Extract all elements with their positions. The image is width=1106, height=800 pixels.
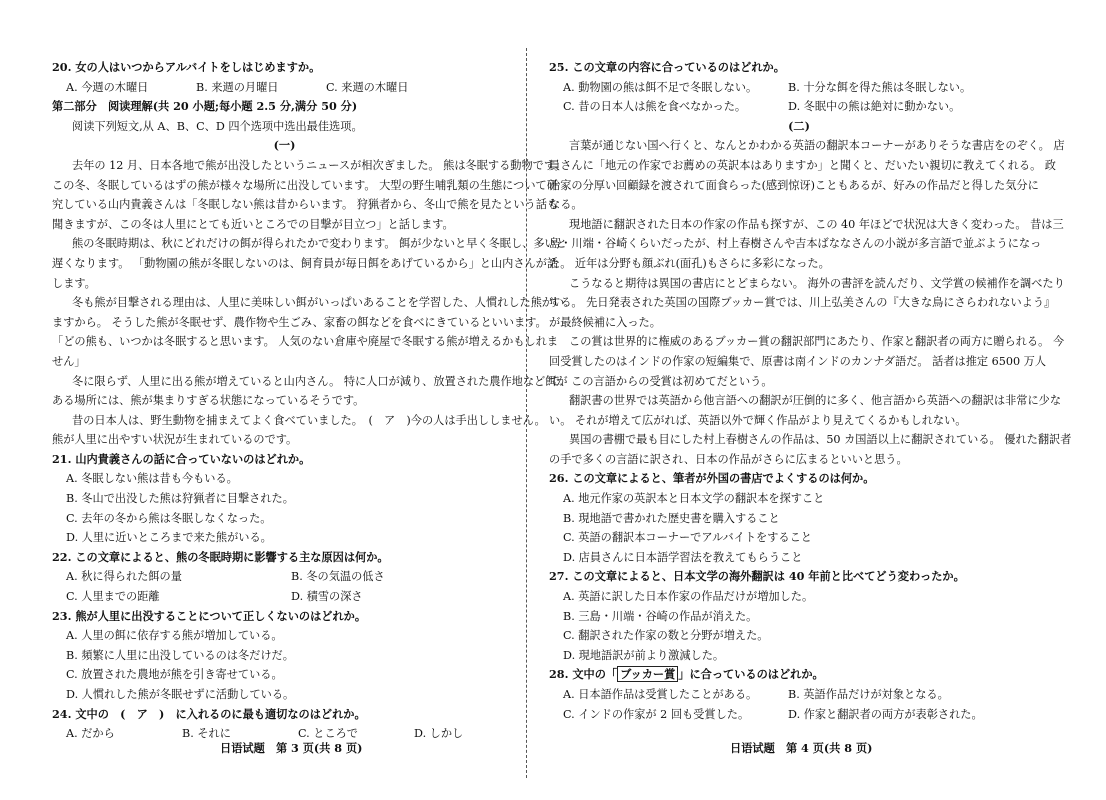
passage-line: 「どの熊も、いつかは冬眠すると思います。 人気のない倉庫や廃屋で冬眠する熊が増えるかもしれま bbox=[52, 335, 559, 349]
option-b: B. 英語作品だけが対象となる。 bbox=[788, 688, 949, 701]
passage-line: こうなると期待は異国の書店にとどまらない。 海外の書評を読んだり、文学賞の候補作を調べたり bbox=[569, 276, 1065, 290]
option-b: B. 三島・川端・谷崎の作品が消えた。 bbox=[563, 609, 758, 623]
passage-line: 去年の 12 月、日本各地で熊が出没したというニュースが相次ぎました。 熊は冬眠する動物です。 bbox=[72, 158, 566, 172]
option-c: C. 来週の木曜日 bbox=[326, 80, 409, 94]
passage-line: い。 それが増えて広がれば、英語以外で輝く作品がより見えてくるかもしれない。 bbox=[549, 413, 967, 427]
passage-line: 遅くなります。 「動物園の熊が冬眠しないのは、飼育員が毎日餌をあげているから」と山内さんが話 bbox=[52, 256, 559, 270]
passage-line: 熊が人里に出やすい状況が生まれているのです。 bbox=[52, 433, 298, 447]
passage-line: せん」 bbox=[52, 354, 86, 368]
question-21-stem: 21. 山内貴義さんの話に合っていないのはどれか。 bbox=[52, 451, 311, 466]
option-b: B. 来週の月曜日 bbox=[196, 80, 279, 94]
question-27-stem: 27. この文章によると、日本文学の海外翻訳は 40 年前と比べてどう変わったか。 bbox=[549, 569, 965, 584]
passage-line: 治家の分厚い回顧録を渡されて面食らった(感到惊讶)こともあるが、好みの作品だと得した気分に bbox=[549, 178, 1039, 192]
option-d: D. 冬眠中の熊は絶対に動かない。 bbox=[788, 100, 961, 114]
option-b: B. 頻繁に人里に出没しているのは冬だけだ。 bbox=[66, 648, 294, 662]
question-25-stem: 25. この文章の内容に合っているのはどれか。 bbox=[549, 60, 785, 74]
question-22-options-row1 bbox=[52, 567, 517, 587]
option-c: C. ところで bbox=[298, 727, 358, 741]
option-c: C. 翻訳された作家の数と分野が増えた。 bbox=[563, 629, 769, 643]
option-c: C. インドの作家が 2 回も受賞した。 bbox=[563, 707, 750, 721]
instructions: 阅读下列短文,从 A、B、C、D 四个选项中选出最佳选项。 bbox=[72, 119, 363, 133]
stem-suffix: 」に合っているのはどれか。 bbox=[678, 667, 824, 682]
passage-2-title: (二) bbox=[788, 118, 810, 133]
option-c: C. 英語の翻訳本コーナーでアルバイトをすること bbox=[563, 531, 812, 545]
question-28-options-row1 bbox=[549, 685, 1049, 705]
question-25-options-row1 bbox=[549, 78, 1049, 98]
stem-prefix: 28. 文中の「 bbox=[549, 667, 618, 682]
passage-line: 員さんに「地元の作家でお薦めの英訳本はありますか」と聞くと、だいたい親切に教えてくれる。 政 bbox=[549, 158, 1056, 172]
passage-line: の手で多くの言語に訳され、日本の作品がさらに広まるといいと思う。 bbox=[549, 452, 908, 466]
passage-line: 冬も熊が目撃される理由は、人里に美味しい餌がいっぱいあることを学習した、人慣れした熊がい bbox=[72, 296, 565, 310]
option-a: A. 日本語作品は受賞したことがある。 bbox=[563, 688, 758, 701]
section-heading: 第二部分 阅读理解(共 20 小题;每小题 2.5 分,满分 50 分) bbox=[52, 99, 358, 114]
passage-line: で、この言語からの受賞は初めてだという。 bbox=[549, 374, 773, 388]
passage-line: 異国の書棚で最も目にした村上春樹さんの作品は、50 カ国語以上に翻訳されている。 優れた翻訳者 bbox=[569, 433, 1072, 447]
option-a: A. 今週の木曜日 bbox=[66, 80, 149, 94]
passage-line: 冬に限らず、人里に出る熊が増えていると山内さん。 特に人口が減り、放置された農作地など餌が bbox=[72, 374, 568, 388]
option-d: D. しかし bbox=[414, 727, 464, 741]
page-footer-right: 日语试题 第 4 页(共 8 页) bbox=[730, 741, 873, 755]
passage-line: 回受賞したのはインドの作家の短編集で、原書は南インドのカンナダ語だ。 話者は推定 6500 万人 bbox=[549, 354, 1047, 368]
option-a: A. 英語に訳した日本作家の作品だけが増加した。 bbox=[563, 590, 814, 604]
page-footer-left: 日语试题 第 3 页(共 8 页) bbox=[220, 741, 363, 755]
question-20-options bbox=[52, 78, 517, 98]
passage-line: 熊の冬眠時期は、秋にどれだけの餌が得られたかで変わります。 餌が少ないと早く冬眠し、多いと bbox=[72, 237, 567, 251]
option-a: A. 動物園の熊は餌不足で冬眠しない。 bbox=[563, 80, 758, 94]
option-c: C. 昔の日本人は熊を食べなかった。 bbox=[563, 100, 747, 114]
question-20-stem: 20. 女の人はいつからアルバイトをしはじめますか。 bbox=[52, 60, 321, 74]
passage-2 bbox=[549, 136, 1072, 469]
question-22-stem: 22. この文章によると、熊の冬眠時期に影響する主な原因は何か。 bbox=[52, 549, 389, 564]
passage-line: 島・川端・谷崎くらいだったが、村上春樹さんや吉本ばななさんの小説が多言語で並ぶようになっ bbox=[549, 237, 1042, 251]
passage-line: この冬、冬眠しているはずの熊が様々な場所に出没しています。 大型の野生哺乳類の生態について研 bbox=[52, 178, 558, 192]
passage-1-title: (一) bbox=[273, 138, 296, 153]
option-a: A. 秋に得られた餌の量 bbox=[66, 570, 182, 584]
question-28-options-row2 bbox=[549, 705, 1049, 725]
question-25-options-row2 bbox=[549, 97, 1049, 117]
question-23-stem: 23. 熊が人里に出没することについて正しくないのはどれか。 bbox=[52, 608, 367, 623]
passage-line: 言葉が通じない国へ行くと、なんとかわかる英語の翻訳本コーナーがありそうな書店をのぞく。 店 bbox=[569, 139, 1065, 153]
passage-line: ある場所には、熊が集まりすぎる状態になっているそうです。 bbox=[52, 394, 365, 408]
option-a: A. 人里の餌に依存する熊が増加している。 bbox=[66, 629, 283, 643]
right-page bbox=[549, 58, 1072, 724]
passage-line: 昔の日本人は、野生動物を捕まえてよく食べていました。 ( ア )今の人は手出ししません。 bbox=[72, 413, 546, 427]
option-c: C. 去年の冬から熊は冬眠しなくなった。 bbox=[66, 511, 272, 525]
option-d: D. 現地語訳が前より激減した。 bbox=[563, 648, 725, 662]
question-28-stem bbox=[549, 665, 1049, 685]
question-22-options-row2 bbox=[52, 587, 517, 607]
passage-line: する。 先日発表された英国の国際ブッカー賞では、川上弘美さんの『大きな鳥にさらわれないよう』 bbox=[549, 296, 1056, 310]
option-a: A. だから bbox=[66, 727, 115, 741]
option-b: B. 冬の気温の低さ bbox=[291, 570, 385, 584]
passage-line: 聞きますが、この冬は人里にとても近いところでの目撃が目立つ」と話します。 bbox=[52, 217, 454, 231]
passage-line: します。 bbox=[52, 276, 96, 290]
option-d: D. 店員さんに日本語学習法を教えてもらうこと bbox=[563, 550, 803, 564]
option-b: B. それに bbox=[182, 727, 231, 741]
passage-line: ますから。 そうした熊が冬眠せず、農作物や生ごみ、家畜の餌などを食べにきているといいます。 bbox=[52, 315, 547, 329]
option-d: D. 作家と翻訳者の両方が表彰された。 bbox=[788, 707, 983, 721]
option-c: C. 放置された農地が熊を引き寄せている。 bbox=[66, 668, 283, 682]
boxed-term: ブッカー賞 bbox=[617, 666, 678, 682]
passage-line: なる。 bbox=[549, 198, 583, 212]
option-d: D. 積雪の深さ bbox=[291, 590, 363, 604]
option-d: D. 人里に近いところまで来た熊がいる。 bbox=[66, 531, 272, 545]
option-d: D. 人慣れした熊が冬眠せずに活動している。 bbox=[66, 688, 295, 701]
option-b: B. 冬山で出没した熊は狩猟者に目撃された。 bbox=[66, 492, 294, 506]
passage-line: 究している山内貴義さんは「冬眠しない熊は昔からいます。 狩猟者から、冬山で熊を見たという話も bbox=[52, 198, 559, 212]
passage-line: 翻訳書の世界では英語から他言語への翻訳が圧倒的に多く、他言語から英語への翻訳は非常に少な bbox=[569, 394, 1062, 408]
passage-line: が最終候補に入った。 bbox=[549, 315, 661, 329]
passage-line: た。 近年は分野も顔ぶれ(面孔)もさらに多彩になった。 bbox=[549, 256, 830, 270]
option-a: A. 地元作家の英訳本と日本文学の翻訳本を探すこと bbox=[563, 492, 825, 506]
question-26-stem: 26. この文章によると、筆者が外国の書店でよくするのは何か。 bbox=[549, 471, 875, 486]
passage-line: 現地語に翻訳された日本の作家の作品も探すが、この 40 年ほどで状況は大きく変わった。 昔は三 bbox=[569, 217, 1064, 231]
option-b: B. 現地語で書かれた歴史書を購入すること bbox=[563, 511, 780, 525]
passage-line: この賞は世界的に権威のあるブッカー賞の翻訳部門にあたり、作家と翻訳者の両方に贈られる。 今 bbox=[569, 335, 1065, 349]
question-24-stem: 24. 文中の ( ア ) に入れるのに最も適切なのはどれか。 bbox=[52, 706, 366, 721]
option-c: C. 人里までの距離 bbox=[66, 590, 160, 604]
option-b: B. 十分な餌を得た熊は冬眠しない。 bbox=[788, 80, 972, 94]
option-a: A. 冬眠しない熊は昔も今もいる。 bbox=[66, 472, 238, 486]
